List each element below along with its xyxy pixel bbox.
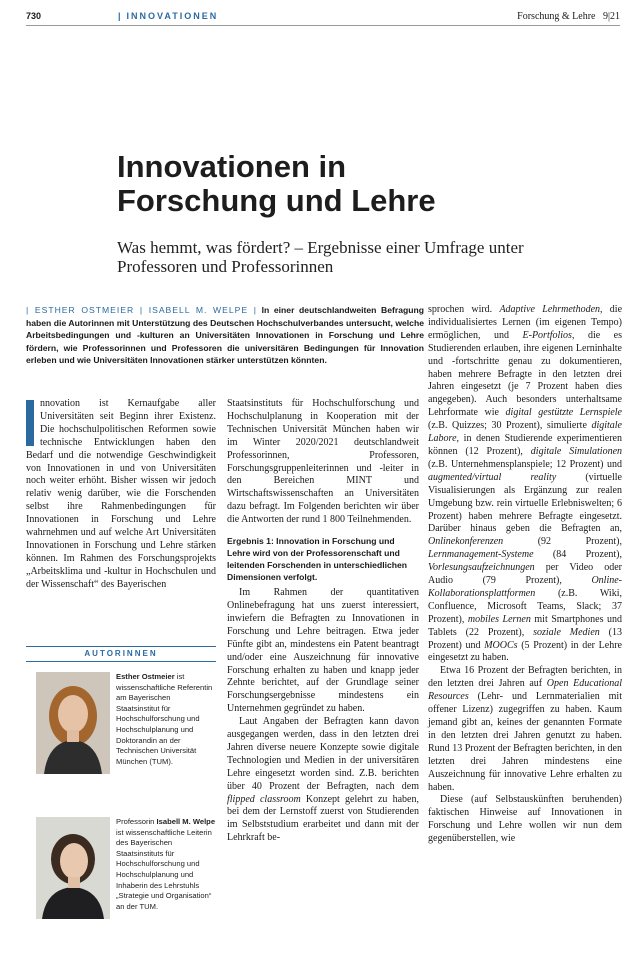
col3-paragraph-1: sprochen wird. Adaptive Lehrmethoden, die individualisiertes Lernen (im eigenen Tempo) ermöglichen, und E-Portfolios, die es Studierenden erlauben, ihre eigenen Lerninhalte und -fortschritte genau zu dokumentieren, haben mehrere Befragte in den letzten drei Jahren eingesetzt (je 7 Prozent haben dies angegeben). Auch besonders unterhaltsame Lehrformate wie digital gestützte Lernspiele (z.B. Quizzes; 30 Prozent), simulierte digitale Labore, in denen Studierende experimentieren können (12 Prozent), digitale Simulationen (z.B. Unternehmensplanspiele; 12 Prozent) und augmented/virtual reality (virtuelle Visualisierungen als Ergänzung zur realen Umgebung bzw. rein virtuelle Erlebniswelten; 6 Prozent) haben mehrere Befragte eingesetzt. Darüber hinaus geben die Befragten an, Onlinekonferenzen (92 Prozent), Lernmanagement-Systeme (84 Prozent), Vorlesungsaufzeichnungen per Video oder Audio (79 Prozent), Online-Kollaborationsplattformen (z.B. Wiki, Confluence, Microsoft Teams, Slack; 37 Prozent), mobiles Lernen mit Smartphones und Tablets (22 Prozent), soziale Medien (13 Prozent) und MOOCs (5 Prozent) in der Lehre eingesetzt zu haben. [428,304,623,664]
col2-paragraph-1: Staatsinstituts für Hochschulforschung und Hochschulplanung in Kooperation mit der Technischen Universität München haben wir im Winter 2020/2021 deutschlandweit Professorinnen, Professoren, Forschungsgruppenleiterinnen und -leiter in den Bereichen MINT und Wirtschaftswissenschaften an Universitäten dazu befragt. Im Folgenden berichten wir über die Antworten der rund 1 800 Teilnehmenden. [227,398,419,526]
journal-info: Forschung & Lehre 9|21 [517,11,620,22]
col3-paragraph-2: Etwa 16 Prozent der Befragten berichten, in den letzten drei Jahren auf Open Educational Resources (Lehr- und Lernmaterialien mit offener Lizenz) zugegriffen zu haben. Kaum jemand gibt an, keines der genannten Formate in den letzten drei Jahren genutzt zu haben. Rund 13 Prozent der Befragten berichten, in den letzten drei Jahren mindestens eine Auszeichnung für innovative Lehre erhalten zu haben. [428,665,622,793]
section-label: | INNOVATIONEN [118,11,219,21]
author-bio-ostmeier: Esther Ostmeier ist wissenschaftliche Referentin am Bayerischen Staatsinstitut für Hochschulforschung und Hochschulplanung und Doktorandin an der Technischen Universität München (TUM). [116,672,213,766]
author-bio-welpe: Professorin Isabell M. Welpe ist wissenschaftliche Leiterin des Bayerischen Staatsinstituts für Hochschulforschung und Hochschulplanung und Inhaberin des Lehrstuhls „Strategie und Organisation“ an der TUM. [116,817,216,911]
col1-paragraph: nnovation ist Kernaufgabe aller Universitäten seit Beginn ihrer Existenz. Die hochschulpolitischen Reformen sowie technische Entwicklungen haben den Bedarf und die notwendige Geschwindigkeit von Innovationen in und von Universitäten noch weiter erhöht. Bisher wissen wir jedoch relativ wenig darüber, wie die Forschenden selbst ihre Rahmenbedingungen für Innovationen in Forschung und Lehre wahrnehmen und auf welche Art Universitäten Innovationen in Forschung und Lehre stärken können. Im Rahmen des Forschungsprojekts „Arbeitsklima und -kultur in Hochschulen und der Wissenschaft“ des Bayerischen [26,398,216,590]
author-welpe [26,817,216,962]
authors-box [26,646,216,962]
col2-paragraph-3: Laut Angaben der Befragten kann davon ausgegangen werden, dass in den letzten drei Jahren diverse neuere Konzepte sowie digitale Technologien und Medien in der universitären Lehre eingesetzt worden sind. Z.B. berichten über 40 Prozent der Befragten, nach dem flipped classroom Konzept gelehrt zu haben, bei dem der Lernstoff zuerst von Studierenden im Selbststudium erarbeitet und dann mit der Lehrkraft be- [227,716,419,844]
lede-text: In einer deutschlandweiten Befragung haben die Autorinnen mit Unterstützung des Deutschen Hochschulverbandes untersucht, welche Arbeitsbedingungen und -kulturen an Universitäten Innovationen in Forschung und Lehre fördern, wie Professorinnen und Professoren die universitären Bedingungen für Innovation erleben und wie Universitäten Innovationen stärker unterstützen könnten. [26,305,424,365]
page-header [26,11,620,25]
dropcap-bar [26,400,34,446]
col2-paragraph-2: Im Rahmen der quantitativen Onlinebefragung hat uns zuerst interessiert, inwiefern die Befragten zu Innovationen in Forschung und Lehre beitragen. Etwa jeder Fünfte gibt an, mindestens ein Patent beantragt und/oder eine Auszeichnung für innovative Forschung erhalten zu haben und knapp jeder Zehnte berichtet, auf der Grundlage seiner Forschungsergebnisse mindestens ein Unternehmen gegründet zu haben. [227,587,419,715]
header-rule [26,25,620,26]
column-2 [227,398,419,845]
column-1 [26,398,216,592]
article-title: Innovationen in Forschung und Lehre [117,149,436,218]
article-lede [26,304,424,367]
section-heading-result-1: Ergebnis 1: Innovation in Forschung und Lehre wird von der Professorenschaft und leitenden Forschenden in unterschiedlichen Dimensionen verfolgt. [227,536,408,583]
author-photo-ostmeier [36,672,110,774]
column-3 [428,304,622,846]
page-number: 730 [26,11,42,21]
author-photo-welpe [36,817,110,919]
article-subtitle: Was hemmt, was fördert? – Ergebnisse einer Umfrage unter Professoren und Professorinnen [117,238,524,276]
author-ostmeier [26,672,216,817]
col3-paragraph-3: Diese (auf Selbstauskünften beruhenden) faktischen Hinweise auf Innovationen in Forschung und Lehre wollen wir nun dem gegenüberstellen, wie [428,794,622,845]
authors-box-heading: AUTORINNEN [26,646,216,662]
author-line: | ESTHER OSTMEIER | ISABELL M. WELPE | [26,305,257,315]
